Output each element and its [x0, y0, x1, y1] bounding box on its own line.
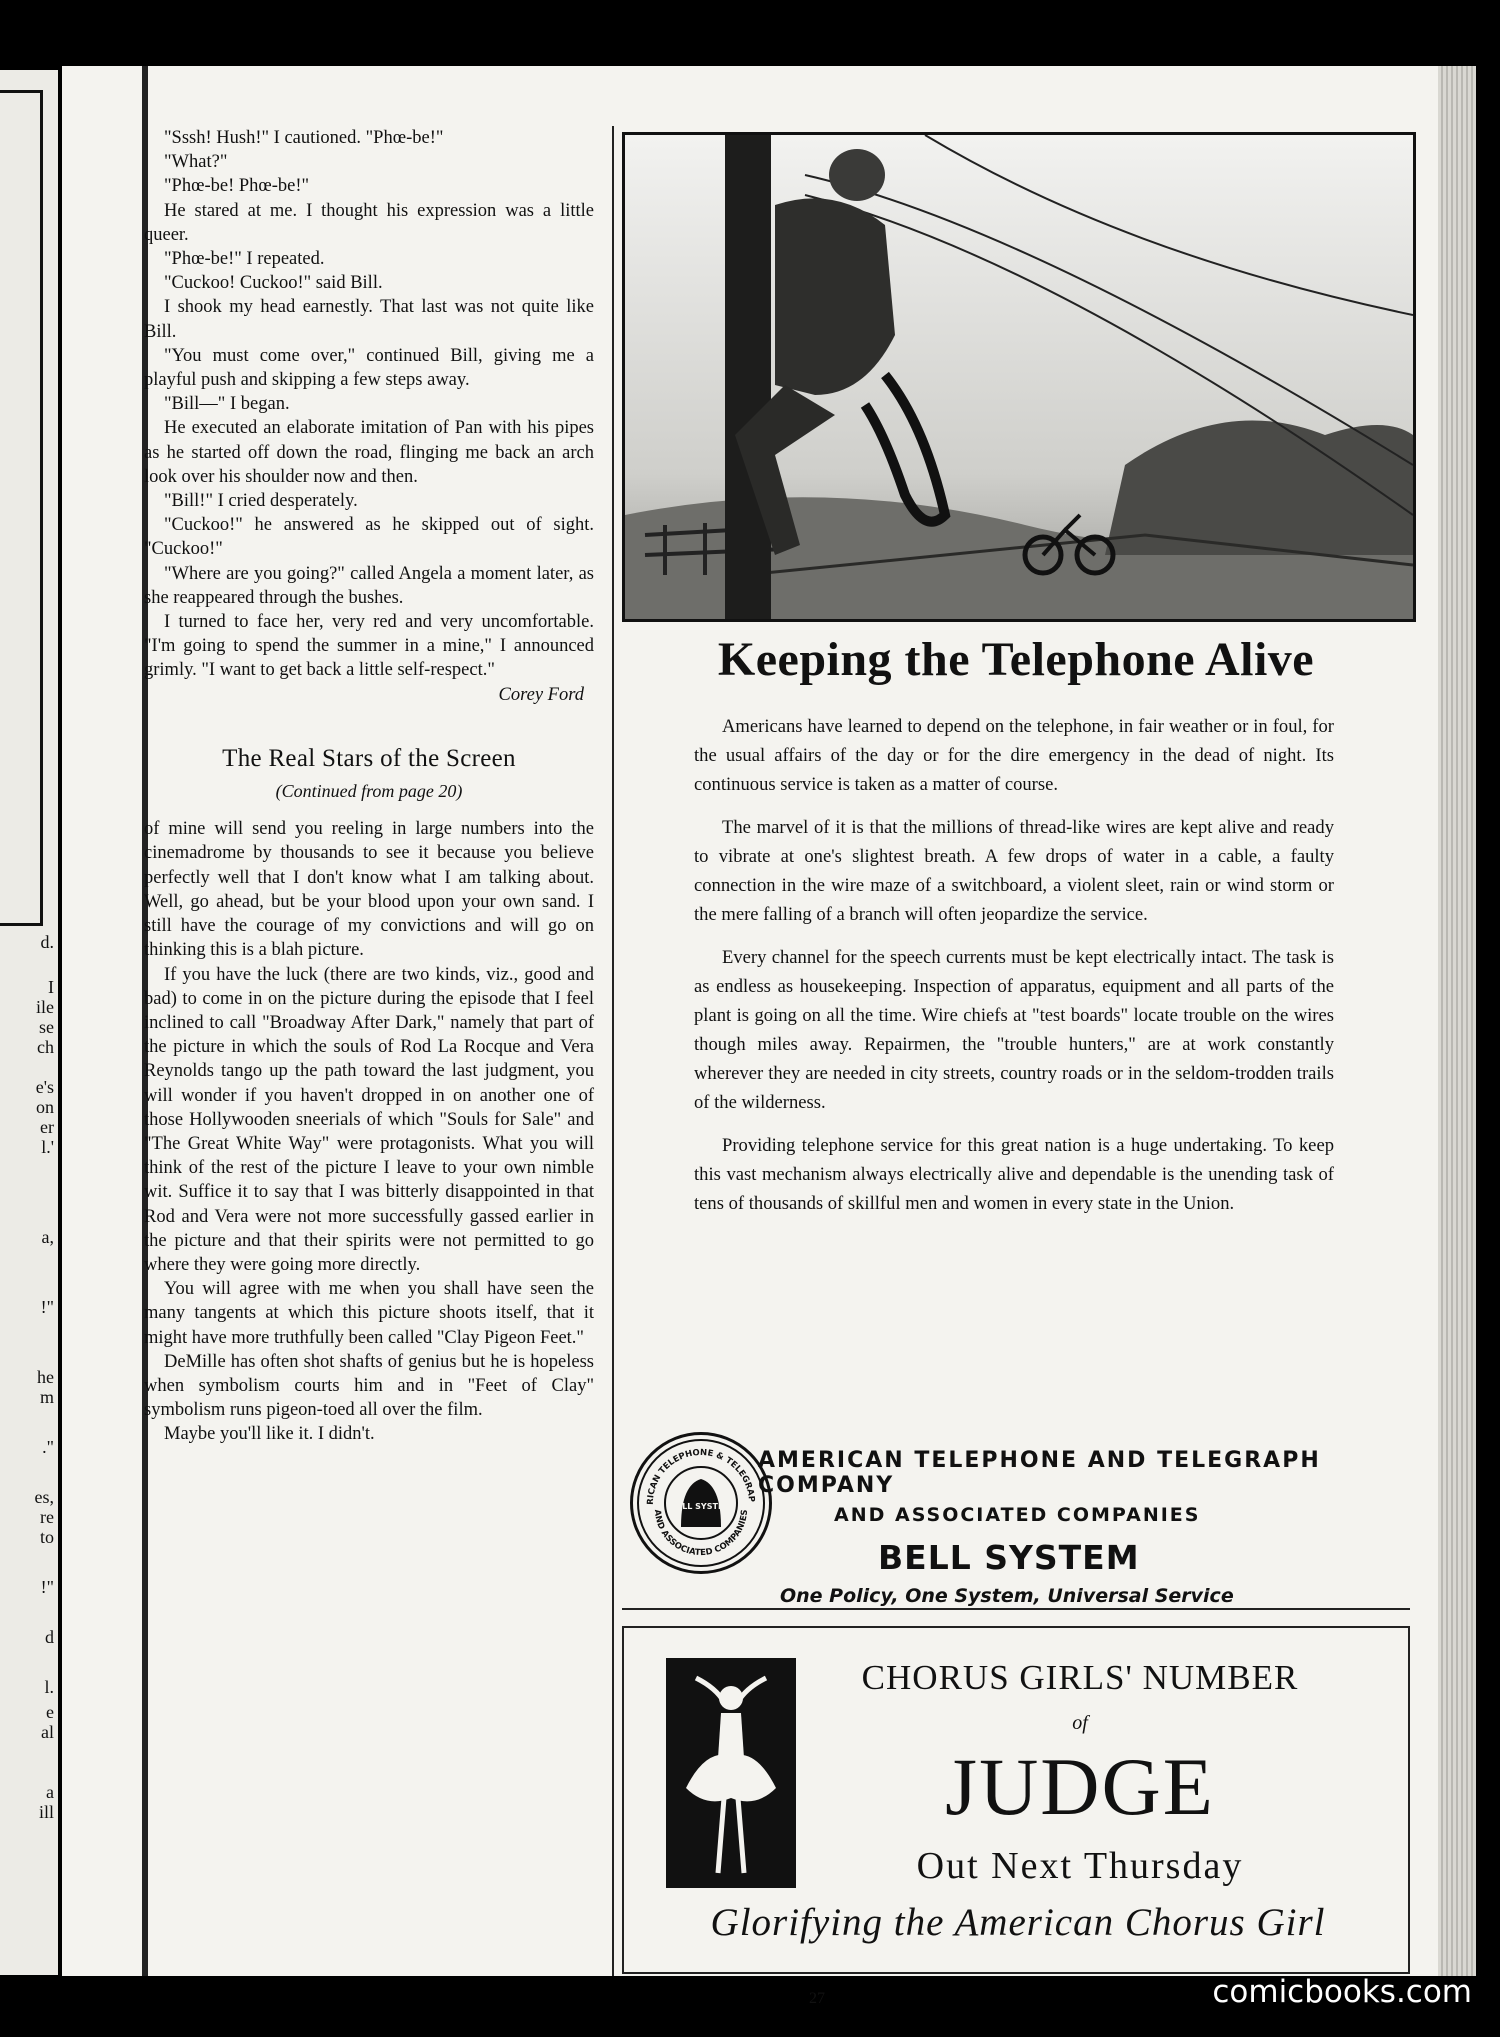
company-block — [758, 1448, 1458, 1607]
left-article-column — [144, 126, 594, 1447]
lineman-illustration — [622, 132, 1416, 622]
story-paragraph: I turned to face her, very red and very uncomfortable. "I'm going to spend the summer in a mine," I announced grimly. "I want to get back a little self-respect." — [144, 612, 594, 681]
judge-tagline: Glorifying the American Chorus Girl — [710, 1901, 1326, 1944]
seal-bottom-text: AND ASSOCIATED COMPANIES — [651, 1509, 751, 1559]
adjacent-page-text-fragment: ile — [36, 997, 54, 1017]
ad-headline: Keeping the Telephone Alive — [717, 633, 1315, 686]
company-name: AMERICAN TELEPHONE AND TELEGRAPH COMPANY — [758, 1448, 1321, 1498]
judge-of: of — [1072, 1712, 1088, 1734]
story-paragraph: "Cuckoo! Cuckoo!" said Bill. — [164, 273, 383, 294]
adjacent-page-text-fragment: !" — [40, 1297, 54, 1317]
review-paragraph: Maybe you'll like it. I didn't. — [164, 1424, 375, 1445]
adjacent-page-text-fragment: I — [48, 977, 54, 997]
adjacent-page-text-fragment: !" — [40, 1577, 54, 1597]
ad-paragraph: Americans have learned to depend on the telephone, in fair weather or in foul, for the usual affairs of the day or for the dire emergency in the dead of night. Its continuous service is taken as a matter of course. — [694, 716, 1334, 795]
adjacent-page-text-fragment: ch — [37, 1037, 54, 1057]
review-paragraph: DeMille has often shot shafts of genius but he is hopeless when symbolism courts him and in "Feet of Clay" symbolism runs pigeon-toed all over the film. — [144, 1351, 594, 1421]
adjacent-page-text-fragment: on — [36, 1097, 54, 1117]
page-stack-edge — [1438, 66, 1476, 1976]
story-paragraph: "Cuckoo!" he answered as he skipped out of sight. "Cuckoo!" — [144, 515, 594, 560]
adjacent-page-strip — [0, 70, 58, 1975]
judge-masthead: JUDGE — [945, 1741, 1215, 1832]
judge-issue-title: CHORUS GIRLS' NUMBER — [861, 1658, 1299, 1697]
ad-divider — [622, 1608, 1410, 1610]
lineman-on-pole-image — [625, 135, 1413, 619]
review-paragraph: of mine will send you reeling in large numbers into the cinemadrome by thousands to see it because you believe perfectly well that I don't know what I am talking about. Well, go ahead, but be your blood upon your own sand. I still have the courage of my convictions and will go on thinking this is a blah picture. — [144, 819, 594, 961]
story-paragraph: "Phœ-be!" I repeated. — [164, 249, 325, 270]
story-paragraph: "Where are you going?" called Angela a moment later, as she reappeared through the bushes. — [144, 563, 594, 608]
story-text — [144, 126, 594, 683]
story-paragraph: "You must come over," continued Bill, giving me a playful push and skipping a few steps away. — [144, 345, 594, 391]
adjacent-page-illustration-frame — [0, 90, 43, 926]
adjacent-page-text-fragment: e's — [35, 1077, 54, 1097]
adjacent-page-text-fragment: l. — [44, 1677, 54, 1697]
story-signature: Corey Ford — [498, 684, 584, 705]
judge-release-note: Out Next Thursday — [916, 1845, 1244, 1887]
story-paragraph: "Bill—" I began. — [164, 394, 290, 415]
adjacent-page-text-fragment: a, — [41, 1227, 54, 1247]
adjacent-page-text-fragment: es, — [34, 1487, 54, 1507]
story-paragraph: "What?" — [164, 152, 228, 173]
story-paragraph: He executed an elaborate imitation of Pan with his pipes as he started off down the road, flinging me back an arch look over his shoulder now and then. — [144, 418, 594, 487]
story-paragraph: He stared at me. I thought his expression was a little queer. — [144, 200, 594, 245]
seal-center-text: BELL SYSTEM — [670, 1502, 732, 1511]
review-paragraph: You will agree with me when you shall have seen the many tangents at which this picture shoots itself, that it might have more truthfully been called "Clay Pigeon Feet." — [144, 1279, 594, 1348]
adjacent-page-text-fragment: l.' — [41, 1137, 54, 1157]
company-slogan: One Policy, One System, Universal Service — [780, 1585, 1234, 1607]
adjacent-page-text-fragment: se — [39, 1017, 54, 1037]
adjacent-page-text-fragment: er — [40, 1117, 54, 1137]
adjacent-page-text-fragment: e — [46, 1702, 54, 1722]
adjacent-page-text-fragment: re — [40, 1507, 54, 1527]
seal-top-text: RICAN TELEPHONE & TELEGRAP — [645, 1447, 757, 1506]
review-continued-note: (Continued from page 20) — [275, 781, 463, 802]
story-paragraph: "Sssh! Hush!" I cautioned. "Phœ-be!" — [164, 128, 444, 148]
review-paragraph: If you have the luck (there are two kinds, viz., good and bad) to come in on the picture during the episode that I feel inclined to call "Broadway After Dark," namely that part of the picture in which the souls of Rod La Rocque and Vera Reynolds tango up the path toward the last judgment, you will wonder if you haven't dropped in on another one of those Hollywooden sneerials of which "Souls for Sale" and "The Great White Way" were protagonists. What you will think of the rest of the picture I leave to your own nimble wit. Suffice it to say that I was bitterly disappointed in that Rod and Vera were not more successfully gassed earlier in the picture and that their spirits were not permitted to go where they were going more directly. — [144, 964, 594, 1275]
bell-logo-icon — [633, 1435, 769, 1571]
ad-paragraph: Providing telephone service for this great nation is a huge undertaking. To keep this vast mechanism always electrically alive and dependable is the unending task of tens of thousands of skillful men and women in every state in the Union. — [694, 1135, 1334, 1214]
adjacent-page-text-fragment: d — [45, 1627, 54, 1647]
review-title: The Real Stars of the Screen — [222, 744, 516, 772]
adjacent-page-text-fragment: ." — [42, 1437, 54, 1457]
adjacent-page-text-fragment: a — [46, 1782, 54, 1802]
adjacent-page-text-fragment: ill — [38, 1802, 54, 1822]
adjacent-page-text-fragment: to — [39, 1527, 54, 1547]
review-text — [144, 817, 594, 1446]
ad-paragraph: The marvel of it is that the millions of thread-like wires are kept alive and ready to vibrate at one's slightest breath. A few drops of water in a cable, a faulty connection in the wire maze of a switchboard, a violent sleet, rain or wind storm or the mere falling of a branch will often jeopardize the service. — [694, 817, 1334, 925]
ad-paragraph: Every channel for the speech currents must be kept electrically intact. The task is as endless as housekeeping. Inspection of apparatus, equipment and all parts of the plant is going on all the time. Wire chiefs at "test boards" locate trouble on the wires though miles away. Repairmen, the "trouble hunters," are at work constantly wherever they are needed in city streets, country roads or in the seldom-trodden trails of the wilderness. — [694, 947, 1334, 1113]
ad-body-copy — [694, 712, 1334, 1232]
page-number: 27 — [809, 1990, 825, 2007]
adjacent-page-text-fragment: d. — [40, 932, 54, 952]
chorus-girl-silhouette — [666, 1658, 796, 1888]
adjacent-page-text-fragment: he — [37, 1367, 54, 1387]
company-associates: AND ASSOCIATED COMPANIES — [834, 1504, 1201, 1526]
story-paragraph: "Bill!" I cried desperately. — [164, 491, 358, 512]
story-paragraph: "Phœ-be! Phœ-be!" — [164, 176, 310, 197]
adjacent-page-text-fragment: al — [41, 1722, 54, 1742]
watermark: comicbooks.com — [1212, 1974, 1472, 2010]
adjacent-page-text-fragment: m — [39, 1387, 54, 1407]
story-paragraph: I shook my head earnestly. That last was not quite like Bill. — [144, 297, 594, 342]
judge-advertisement — [622, 1626, 1410, 1974]
bell-system-title: BELL SYSTEM — [878, 1538, 1140, 1577]
column-divider — [612, 126, 614, 1976]
bell-system-seal — [630, 1432, 772, 1574]
